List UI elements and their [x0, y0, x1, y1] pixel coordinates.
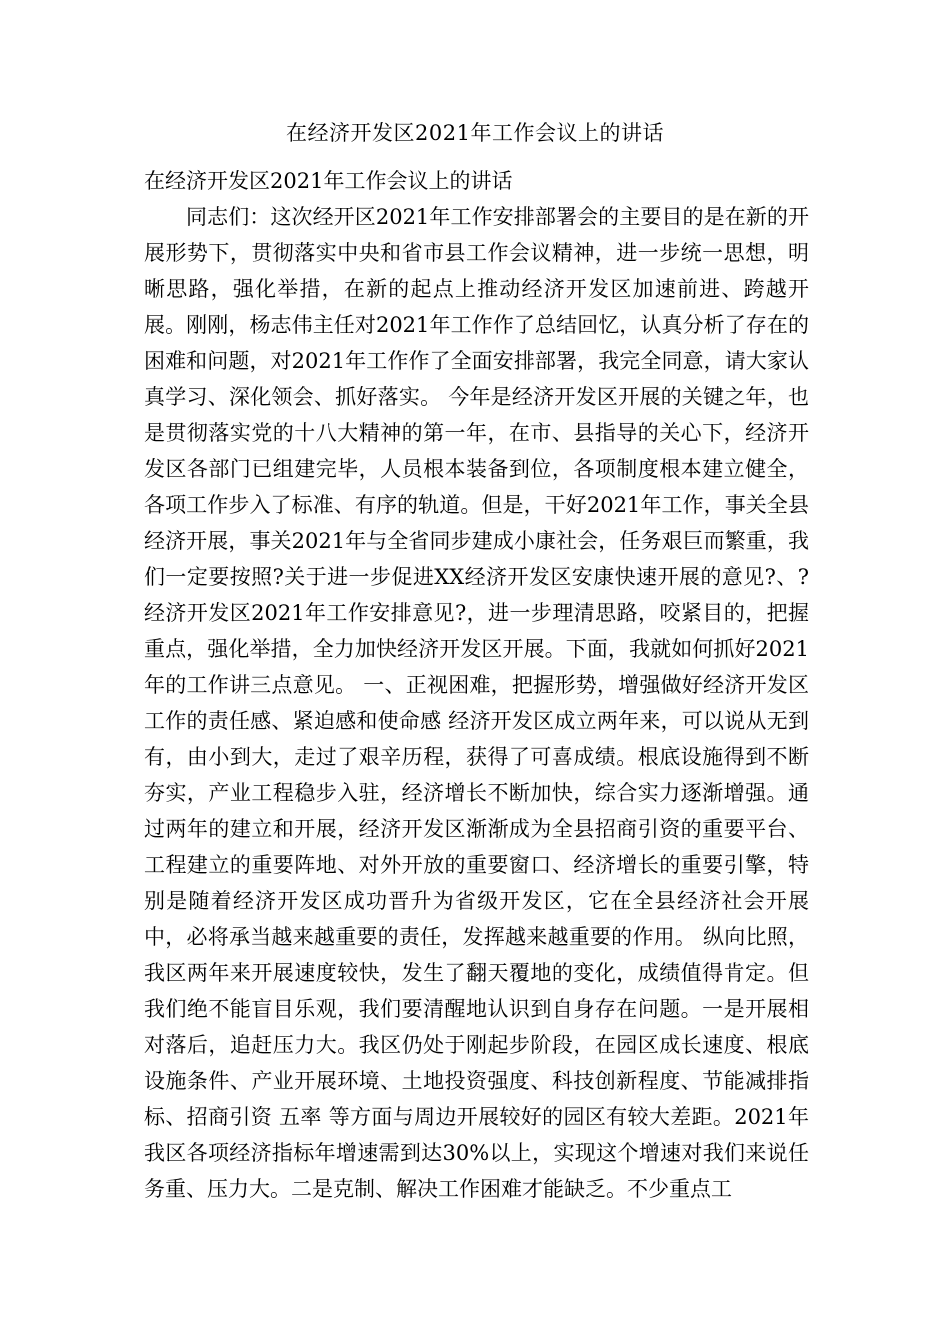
document-subtitle: 在经济开发区2021年工作会议上的讲话 — [144, 169, 513, 193]
document-title: 在经济开发区2021年工作会议上的讲话 — [286, 121, 664, 145]
document-body-paragraph: 同志们：这次经开区2021年工作安排部署会的主要目的是在新的开展形势下，贯彻落实中央和省市县工作会议精神，进一步统一思想，明晰思路，强化举措，在新的起点上推动经济开发区加速前进、跨越开展。刚刚，杨志伟主任对2021年工作作了总结回忆，认真分析了存在的困难和问题，对2021年工作作了全面安排部署，我完全同意，请大家认真学习、深化领会、抓好落实。 今年是经济开发区开展的关键之年，也是贯彻落实党的十八大精神的第一年，在市、县指导的关心下，经济开发区各部门已组建完毕，人员根本装备到位，各项制度根本建立健全，各项工作步入了标准、有序的轨道。但是，干好2021年工作，事关全县经济开展，事关2021年与全省同步建成小康社会，任务艰巨而繁重，我们一定要按照?关于进一步促进XX经济开发区安康快速开展的意见?、?经济开发区2021年工作安排意见?，进一步理清思路，咬紧目的，把握重点，强化举措，全力加快经济开发区开展。下面，我就如何抓好2021年的工作讲三点意见。 一、正视困难，把握形势，增强做好经济开发区工作的责任感、紧迫感和使命感 经济开发区成立两年来，可以说从无到有，由小到大，走过了艰辛历程，获得了可喜成绩。根底设施得到不断夯实，产业工程稳步入驻，经济增长不断加快，综合实力逐渐增强。通过两年的建立和开展，经济开发区渐渐成为全县招商引资的重要平台、工程建立的重要阵地、对外开放的重要窗口、经济增长的重要引擎，特别是随着经济开发区成功晋升为省级开发区，它在全县经济社会开展中，必将承当越来越重要的责任，发挥越来越重要的作用。 纵向比照，我区两年来开展速度较快，发生了翻天覆地的变化，成绩值得肯定。但我们绝不能盲目乐观，我们要清醒地认识到自身存在问题。一是开展相对落后，追赶压力大。我区仍处于刚起步阶段，在园区成长速度、根底设施条件、产业开展环境、土地投资强度、科技创新程度、节能减排指标、招商引资 五率 等方面与周边开展较好的园区有较大差距。2021年我区各项经济指标年增速需到达30%以上，实现这个增速对我们来说任务重、压力大。二是克制、解决工作困难才能缺乏。不少重点工 — [144, 205, 809, 1201]
